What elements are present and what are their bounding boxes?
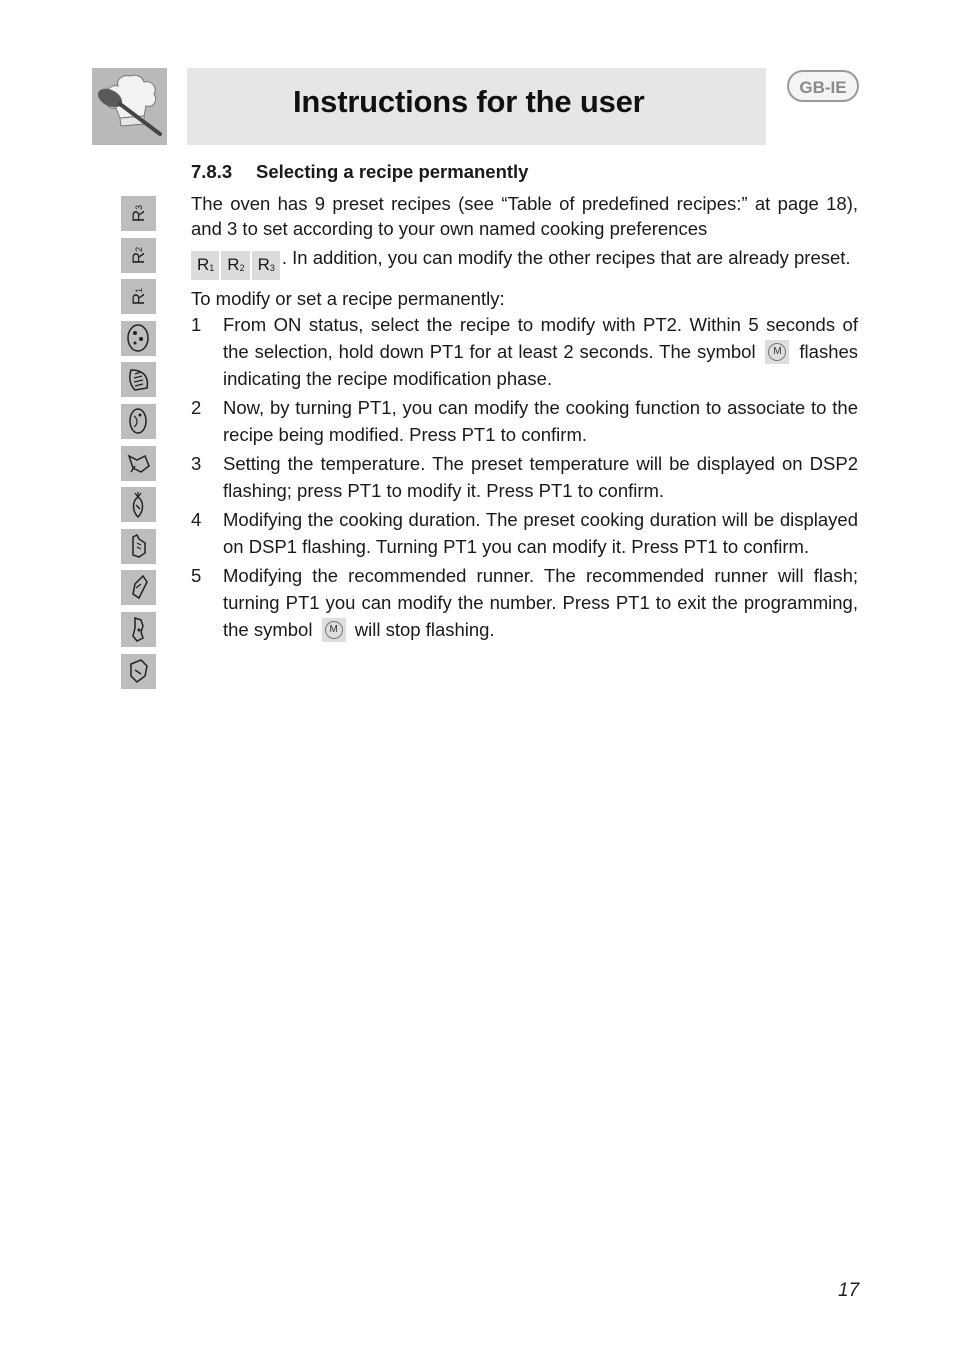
sidebar-recipe-icons bbox=[121, 196, 157, 695]
main-content bbox=[191, 158, 858, 645]
veal-icon bbox=[121, 654, 156, 689]
spoon-chef-hat-icon bbox=[92, 68, 167, 145]
beef-icon bbox=[121, 570, 156, 605]
vegetable-icon bbox=[121, 487, 156, 522]
section-heading bbox=[191, 158, 858, 185]
language-badge: GB-IE bbox=[787, 70, 859, 102]
recipe-r1-symbol: $R_1$ bbox=[191, 251, 219, 280]
fish-icon bbox=[121, 404, 156, 439]
header-title-bar bbox=[187, 68, 766, 145]
section-title: Selecting a recipe permanently bbox=[256, 161, 529, 182]
recipe-r1-icon: R 1 bbox=[121, 279, 156, 314]
paragraph-intro: The oven has 9 preset recipes (see “Table of predefined recipes:” at page 18), and 3 to set according to your own named cooking preferences $R_1$ $R_2$ $R_3$ . In addition, you can modify the other recipes that are already preset. bbox=[191, 191, 858, 280]
steps-intro: To modify or set a recipe permanently: bbox=[191, 288, 505, 309]
list-item: 2 Now, by turning PT1, you can modify the cooking function to associate to the recipe being modified. Press PT1 to confirm. bbox=[191, 397, 858, 445]
section-number: 7.8.3 bbox=[191, 161, 233, 182]
list-item: 4 Modifying the cooking duration. The preset cooking duration will be displayed on DSP1 flashing. Turning PT1 you can modify it. Press PT1 to confirm. bbox=[191, 509, 858, 557]
pizza-icon bbox=[121, 321, 156, 356]
list-item: 5 Modifying the recommended runner. The recommended runner will flash; turning PT1 you can modify the number. Press PT1 to exit the programming, the symbol M will stop flashing. bbox=[191, 565, 858, 640]
list-item: 1 From ON status, select the recipe to modify with PT2. Within 5 seconds of the selection, hold down PT1 for at least 2 seconds. The symbol M flashes indicating the recipe modification phase. bbox=[191, 314, 859, 389]
page-title: Instructions for the user bbox=[293, 84, 645, 119]
steps-list bbox=[191, 311, 858, 643]
pork-icon bbox=[121, 612, 156, 647]
page-number: 17 bbox=[838, 1280, 860, 1301]
lamb-icon bbox=[121, 529, 156, 564]
recipe-r2-icon: R 2 bbox=[121, 238, 156, 273]
list-item: 3 Setting the temperature. The preset temperature will be displayed on DSP2 flashing; press PT1 to modify it. Press PT1 to confirm. bbox=[191, 453, 858, 501]
recipe-r2-symbol: $R_2$ bbox=[221, 251, 249, 280]
recipe-r3-icon: R 3 bbox=[121, 196, 156, 231]
poultry-icon bbox=[121, 446, 156, 481]
recipe-r3-symbol: $R_3$ bbox=[252, 251, 280, 280]
m-symbol-icon: M bbox=[765, 340, 789, 364]
recipe-symbols bbox=[191, 245, 282, 280]
bread-icon bbox=[121, 362, 156, 397]
m-symbol-icon: M bbox=[322, 618, 346, 642]
